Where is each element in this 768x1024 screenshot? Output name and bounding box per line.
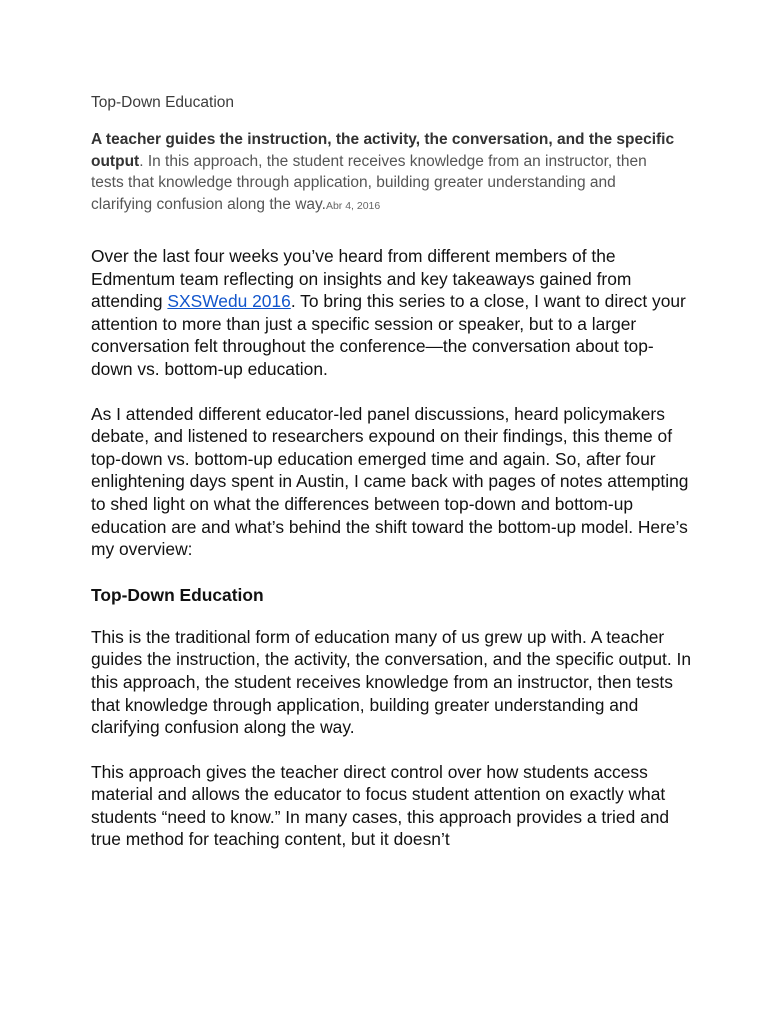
sxswedu-link[interactable]: SXSWedu 2016 bbox=[167, 291, 291, 312]
snippet-text: . In this approach, the student receives knowledge from an instructor, then tests that knowledge through application, building greater understanding and clarifying confusion along the way. bbox=[91, 152, 647, 213]
snippet-bold-text: A teacher guides the instruction, the activity, the conversation, and the specific output bbox=[91, 131, 675, 170]
intro-paragraph bbox=[91, 245, 691, 381]
intro-text-start: Over the last four weeks you’ve heard from different members of the Edmentum team reflecting on insights and key takeaways gained from attending bbox=[91, 246, 632, 312]
section-heading: Top-Down Education bbox=[91, 584, 264, 605]
document-page bbox=[91, 93, 691, 851]
snippet-title: Top-Down Education bbox=[91, 94, 235, 111]
overview-paragraph: As I attended different educator-led panel discussions, heard policymakers debate, and listened to researchers expound on their findings, this theme of top-down vs. bottom-up education emerged time and again. So, after four enlightening days spent in Austin, I came back with pages of notes attempting to shed light on what the differences between top-down and bottom-up education are and what’s behind the shift toward the bottom-up model. Here’s my overview: bbox=[91, 403, 689, 560]
snippet-date: Abr 4, 2016 bbox=[325, 199, 381, 212]
top-down-paragraph: This is the traditional form of education many of us grew up with. A teacher guides the instruction, the activity, the conversation, and the specific output. In this approach, the student receives knowledge from an instructor, then tests that knowledge through application, building greater understanding and clarifying confusion along the way. bbox=[91, 626, 692, 738]
intro-text-end: . To bring this series to a close, I want to direct your attention to more than just a specific session or speaker, but to a larger conversation felt throughout the conference—the conversation about top-down vs. bottom-up education. bbox=[91, 291, 686, 379]
approach-paragraph: This approach gives the teacher direct control over how students access material and allows the educator to focus student attention on exactly what students “need to know.” In many cases, this approach provides a tried and true method for teaching content, but it doesn’t bbox=[91, 761, 670, 850]
search-snippet bbox=[91, 129, 681, 217]
